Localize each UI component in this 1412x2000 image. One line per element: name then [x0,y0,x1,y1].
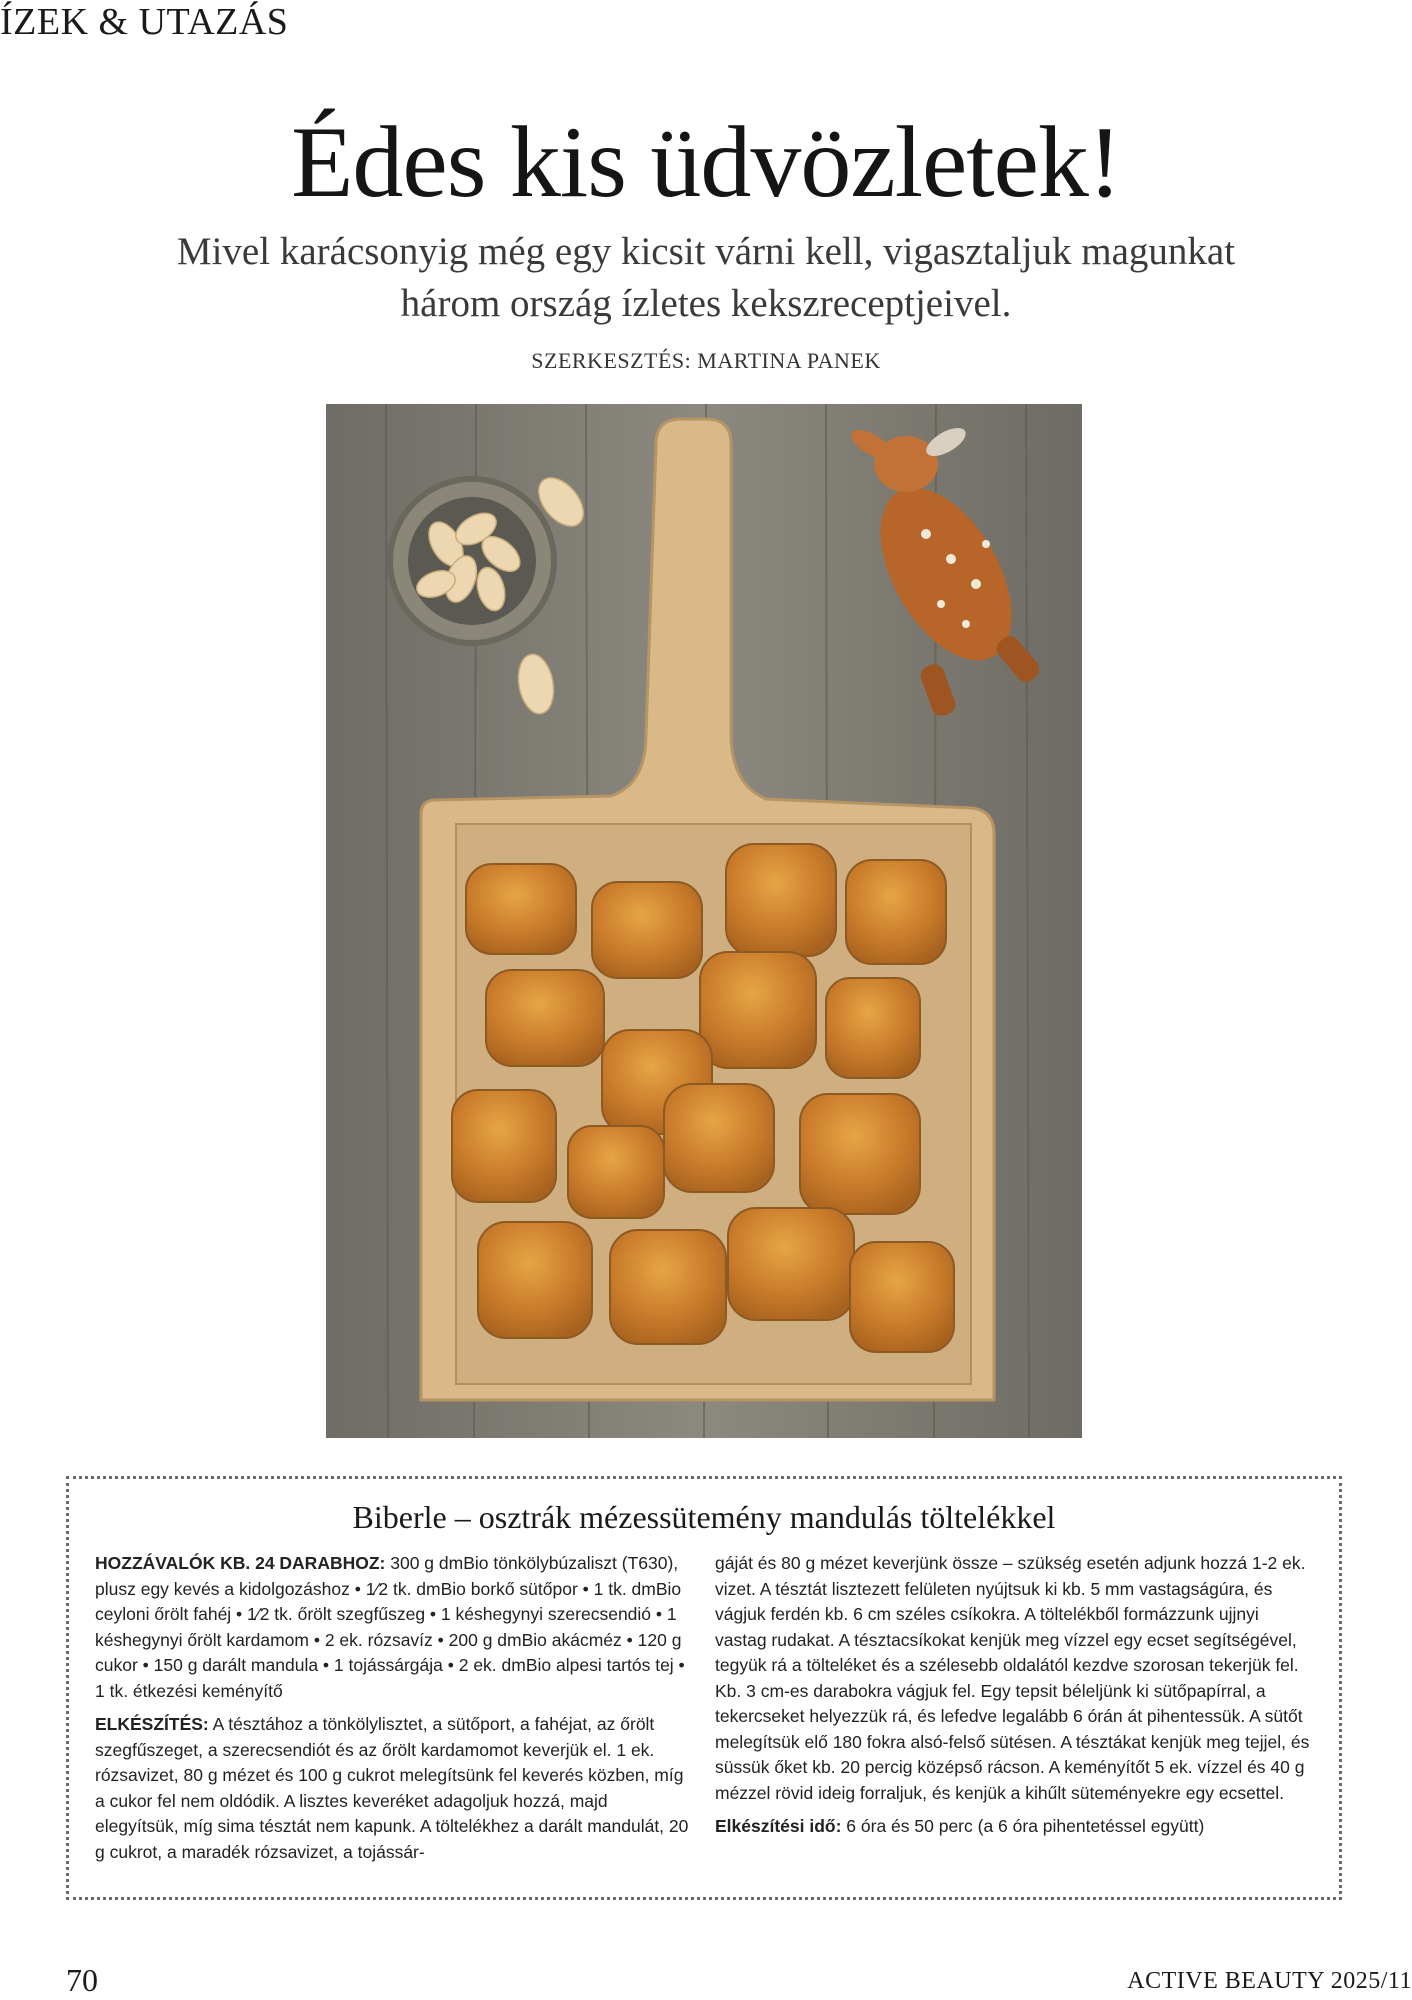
method-text-part1: A tésztához a tönkölylisztet, a sütőport, a fahéjat, az őrölt szegfűszeget, a szerecsendiót és az őrölt kardamomot keverjük el. 1 ek. rózsavizet, 80 g mézet és 100 g cukrot melegítsünk fel keverés közben, míg a cukor fel nem oldódik. A lisztes keveréket adagoljuk hozzá, majd elegyítsük, míg sima tésztát nem kapunk. A töltelékhez a darált mandulát, 20 g cukrot, a maradék rózsavizet, a tojássár- [95,1714,689,1862]
ingredients-label: HOZZÁVALÓK KB. 24 DARABHOZ: [95,1553,386,1573]
recipe-photo [326,404,1082,1438]
article-subtitle: Mivel karácsonyig még egy kicsit várni kell, vigasztaljuk magunkat három ország ízletes kekszreceptjeivel. [176,230,1236,325]
prep-time-paragraph [715,1814,1315,1840]
method-text-part2: gáját és 80 g mézet keverjünk össze – szükség esetén adjunk hozzá 1-2 ek. vizet. A tésztát lisztezett felületen nyújtsuk ki kb. 5 mm vastagságúra, és vágjuk ferdén kb. 6 cm széles csíkokra. A töltelékből formázzunk ujjnyi vastag rudakat. A tésztacsíkokat kenjük meg vízzel egy ecset segítségével, tegyük rá a tölteléket és a szélesebb oldalától kezdve szorosan tekerjük fel. Kb. 3 cm-es darabokra vágjuk fel. Egy tepsit béleljünk ki sütőpapírral, a tekercseket helyezzük rá, és lefedve legalább 6 órán át pihentessük. A sütőt melegítsük elő 180 fokra alsó-felső sütésen. A tésztákat kenjük meg tejjel, és süssük őket kb. 20 percig középső rácson. A keményítőt 5 ek. vízzel és 40 g mézzel rövid ideig forraljuk, és kenjük a kihűlt süteményekre egy ecsettel. [715,1553,1310,1803]
page-number: 70 [66,1962,98,1998]
article-title: Édes kis üdvözletek! [291,106,1121,219]
method-continuation [715,1551,1315,1806]
magazine-issue: ACTIVE BEAUTY 2025/11 [1127,1968,1412,1994]
recipe-column-left [95,1551,695,1873]
prep-time-text: 6 óra és 50 perc (a 6 óra pihentetéssel együtt) [841,1816,1205,1836]
section-label: ÍZEK & UTAZÁS [0,1,289,43]
prep-time-label: Elkészítési idő: [715,1816,842,1836]
recipe-box [66,1476,1342,1900]
ingredients-paragraph [95,1551,695,1704]
method-label: ELKÉSZÍTÉS: [95,1714,209,1734]
ingredients-text: 300 g dmBio tönkölybúzaliszt (T630), plusz egy kevés a kidolgozáshoz • 1⁄2 tk. dmBio borkő sütőpor • 1 tk. dmBio ceyloni őrölt fahéj • 1⁄2 tk. őrölt szegfűszeg • 1 késhegynyi szerecsendió • 1 késhegynyi őrölt kardamom • 2 ek. rózsavíz • 200 g dmBio akácméz • 120 g cukor • 150 g darált mandula • 1 tojássárgája • 2 ek. dmBio alpesi tartós tej • 1 tk. étkezési keményítő [95,1553,685,1701]
method-paragraph [95,1712,695,1865]
recipe-title: Biberle – osztrák mézessütemény mandulás töltelékkel [352,1499,1056,1535]
byline: SZERKESZTÉS: MARTINA PANEK [531,348,881,373]
recipe-column-right [715,1551,1315,1848]
